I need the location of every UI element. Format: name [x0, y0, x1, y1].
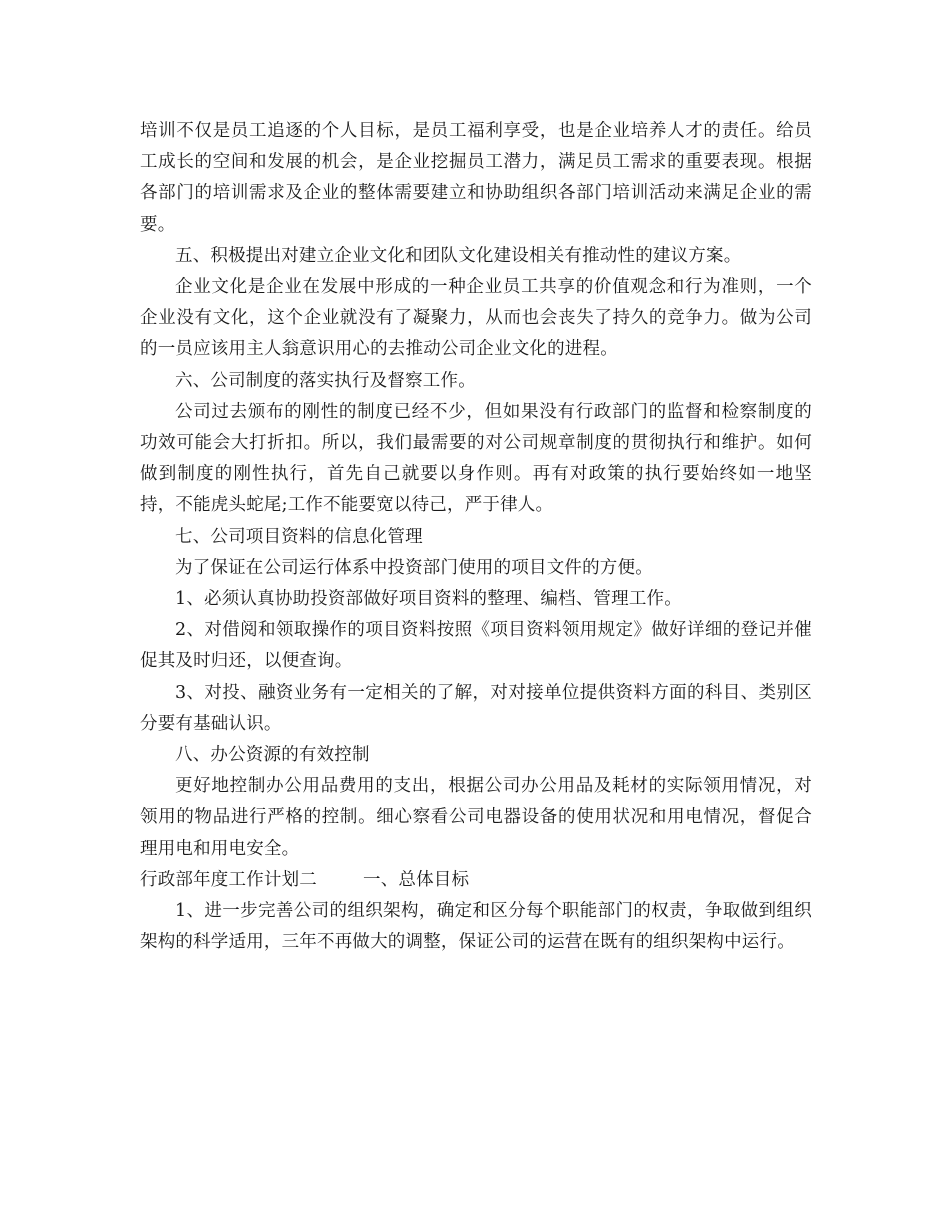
- paragraph-org-structure: 1、进一步完善公司的组织架构，确定和区分每个职能部门的权责，争取做到组织架构的科学适用，三年不再做大的调整，保证公司的运营在既有的组织架构中运行。: [140, 901, 812, 953]
- list-item-2: 2、对借阅和领取操作的项目资料按照《项目资料领用规定》做好详细的登记并催促其及时归还，以便查询。: [140, 620, 812, 672]
- paragraph-training: 培训不仅是员工追逐的个人目标，是员工福利享受，也是企业培养人才的责任。给员工成长的空间和发展的机会，是企业挖掘员工潜力，满足员工需求的重要表现。根据各部门的培训需求及企业的整体需要建立和协助组织各部门培训活动来满足企业的需要。: [140, 121, 812, 235]
- heading-section-5: 五、积极提出对建立企业文化和团队文化建设相关有推动性的建议方案。: [175, 245, 742, 266]
- plan-first-heading: 一、总体目标: [363, 869, 470, 890]
- paragraph-corporate-culture: 企业文化是企业在发展中形成的一种企业员工共享的价值观念和行为准则，一个企业没有文化，这个企业就没有了凝聚力，从而也会丧失了持久的竞争力。做为公司的一员应该用主人翁意识用心的去推动公司企业文化的进程。: [140, 277, 812, 360]
- paragraph-project-files: 为了保证在公司运行体系中投资部门使用的项目文件的方便。: [175, 557, 653, 578]
- heading-section-8: 八、办公资源的有效控制: [175, 745, 370, 766]
- plan-title: 行政部年度工作计划二: [140, 869, 317, 890]
- document-body: [140, 116, 812, 958]
- plan-title-line: [140, 865, 812, 896]
- paragraph-regulations: 公司过去颁布的刚性的制度已经不少，但如果没有行政部门的监督和检察制度的功效可能会大打折扣。所以，我们最需要的对公司规章制度的贯彻执行和维护。如何做到制度的刚性执行，首先自己就要以身作则。再有对政策的执行要始终如一地坚持，不能虎头蛇尾;工作不能要宽以待己，严于律人。: [140, 401, 812, 516]
- list-item-1: 1、必须认真协助投资部做好项目资料的整理、编档、管理工作。: [175, 589, 682, 610]
- paragraph-office-resources: 更好地控制办公用品费用的支出，根据公司办公用品及耗材的实际领用情况，对领用的物品进行严格的控制。细心察看公司电器设备的使用状况和用电情况，督促合理用电和用电安全。: [140, 776, 812, 859]
- heading-section-6: 六、公司制度的落实执行及督察工作。: [175, 370, 476, 391]
- list-item-3: 3、对投、融资业务有一定相关的了解，对对接单位提供资料方面的科目、类别区分要有基础认识。: [140, 682, 812, 734]
- heading-section-7: 七、公司项目资料的信息化管理: [175, 526, 423, 547]
